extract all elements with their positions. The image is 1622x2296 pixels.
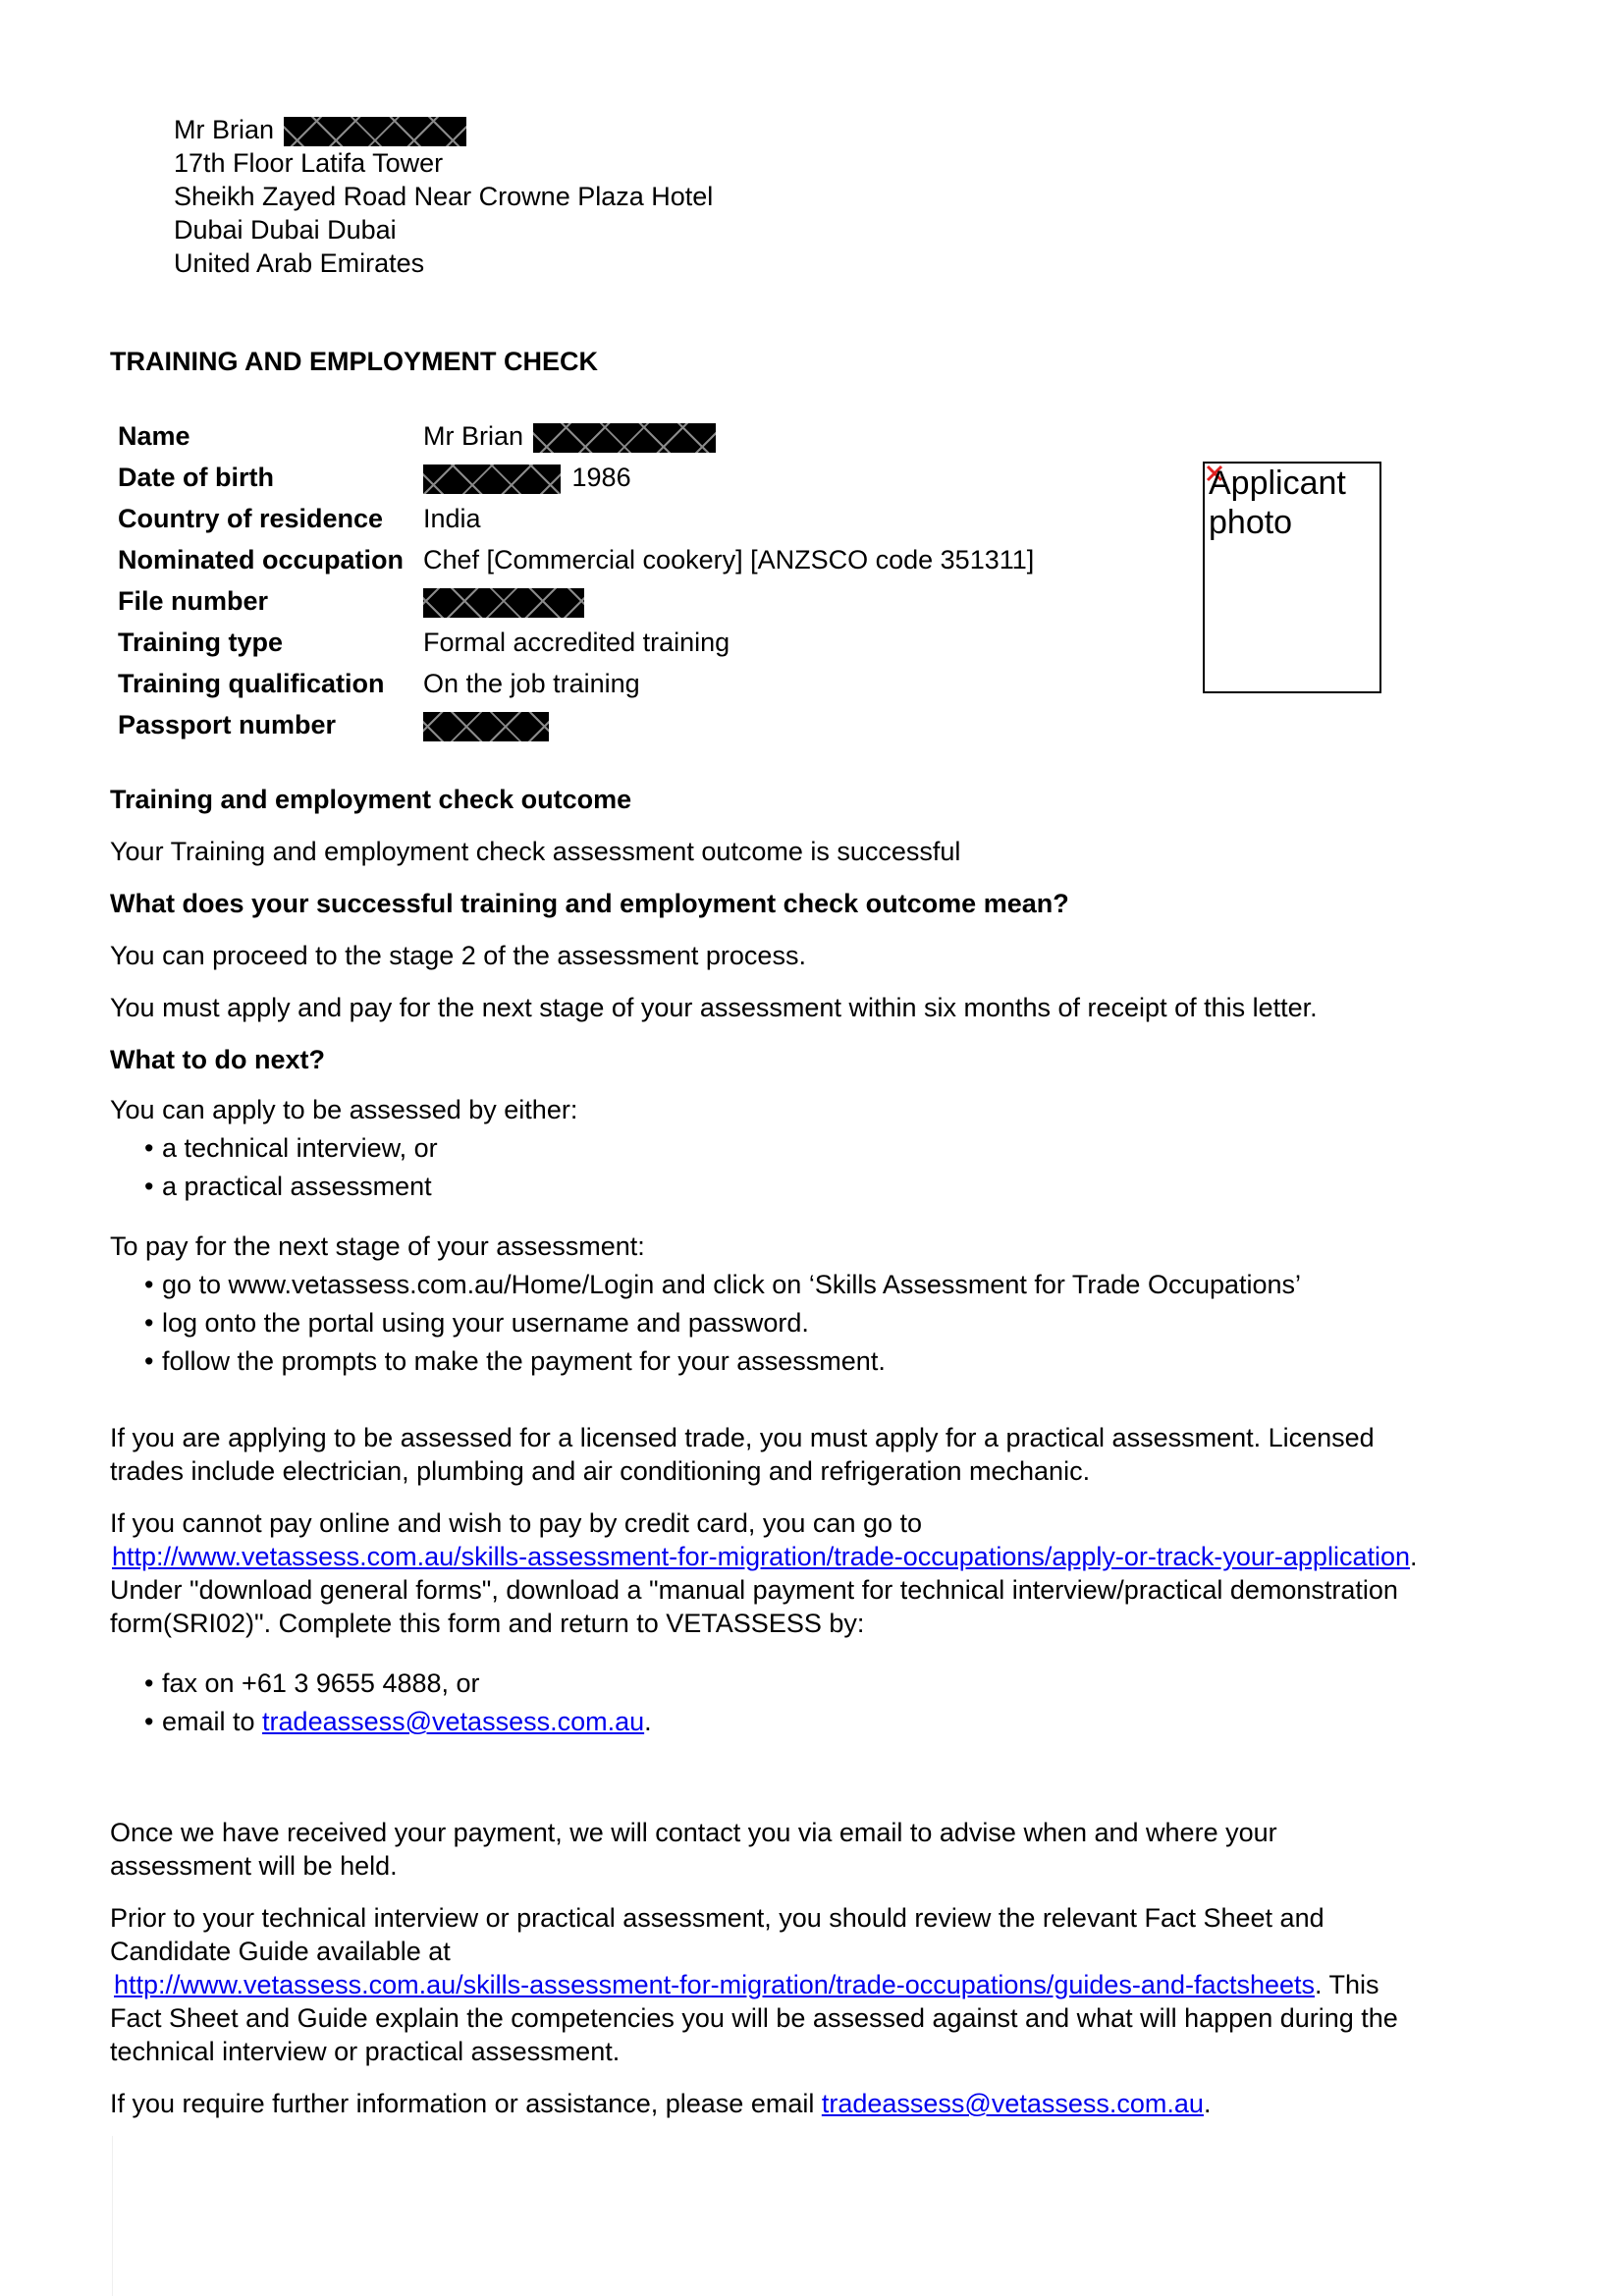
value-occupation: Chef [Commercial cookery] [ANZSCO code 351311]	[423, 545, 1035, 574]
apply-or-track-link[interactable]: http://www.vetassess.com.au/skills-assessment-for-migration/trade-occupations/apply-or-track-your-application	[112, 1542, 1410, 1571]
email-period: .	[644, 1707, 652, 1736]
address-line-1: 17th Floor Latifa Tower	[174, 148, 444, 178]
label-training-type: Training type	[118, 628, 284, 657]
label-name: Name	[118, 421, 190, 451]
guides-and-factsheets-link[interactable]: http://www.vetassess.com.au/skills-assessment-for-migration/trade-occupations/guides-and-factsheets	[114, 1970, 1316, 1999]
bullet-icon: •	[144, 1707, 154, 1736]
label-training-qualification: Training qualification	[118, 669, 385, 698]
list-item-fax: fax on +61 3 9655 4888, or	[162, 1668, 480, 1698]
address-line-4: United Arab Emirates	[174, 248, 425, 278]
label-date-of-birth: Date of birth	[118, 463, 274, 492]
value-date-of-birth	[423, 461, 631, 494]
label-passport-number: Passport number	[118, 710, 337, 739]
prior-line-2: Candidate Guide available at	[110, 1937, 451, 1966]
document-title: TRAINING AND EMPLOYMENT CHECK	[110, 347, 598, 376]
prior-line-1: Prior to your technical interview or practical assessment, you should review the relevant Fact Sheet and	[110, 1903, 1325, 1933]
meaning-heading: What does your successful training and employment check outcome mean?	[110, 889, 1069, 918]
meaning-paragraph-2: You must apply and pay for the next stage of your assessment within six months of receipt of this letter.	[110, 993, 1318, 1022]
value-name	[423, 419, 716, 453]
further-info-email-link[interactable]: tradeassess@vetassess.com.au	[821, 2089, 1204, 2118]
label-occupation: Nominated occupation	[118, 545, 405, 574]
prior-line-4: Fact Sheet and Guide explain the competencies you will be assessed against and what will happen during the	[110, 2003, 1398, 2033]
bullet-icon: •	[144, 1133, 154, 1163]
further-info-line	[110, 2087, 1211, 2120]
prior-link-line	[114, 1968, 1379, 2001]
licensed-line-2: trades include electrician, plumbing and air conditioning and refrigeration mechanic.	[110, 1456, 1091, 1486]
bullet-icon: •	[144, 1668, 154, 1698]
credit-link-period: .	[1410, 1542, 1418, 1571]
further-info-prefix: If you require further information or assistance, please email	[110, 2089, 822, 2118]
recipient-name: Mr Brian	[174, 115, 275, 144]
list-item-email	[162, 1705, 652, 1738]
payment-line-2: assessment will be held.	[110, 1851, 398, 1881]
payment-line-1: Once we have received your payment, we will contact you via email to advise when and where your	[110, 1818, 1277, 1847]
address-line-2: Sheikh Zayed Road Near Crowne Plaza Hotel	[174, 182, 714, 211]
credit-line-1: If you cannot pay online and wish to pay by credit card, you can go to	[110, 1508, 923, 1538]
credit-link-line	[112, 1540, 1418, 1573]
label-country: Country of residence	[118, 504, 384, 533]
value-passport-number	[423, 708, 549, 741]
photo-label-line-2: photo	[1209, 504, 1293, 541]
margin-line	[112, 2136, 113, 2296]
redacted-file-number	[423, 588, 584, 618]
redacted-surname	[284, 117, 466, 146]
list-item: a practical assessment	[162, 1172, 432, 1201]
redacted-surname-2	[533, 423, 716, 453]
outcome-text: Your Training and employment check assessment outcome is successful	[110, 837, 961, 866]
bullet-icon: •	[144, 1346, 154, 1376]
meaning-paragraph-1: You can proceed to the stage 2 of the assessment process.	[110, 941, 806, 970]
prior-link-suffix: . This	[1315, 1970, 1379, 1999]
address-line-3: Dubai Dubai Dubai	[174, 215, 397, 245]
value-file-number	[423, 584, 584, 618]
email-prefix: email to	[162, 1707, 263, 1736]
list-item: a technical interview, or	[162, 1133, 438, 1163]
value-training-type: Formal accredited training	[423, 628, 730, 657]
redacted-passport-number	[423, 712, 549, 741]
bullet-icon: •	[144, 1172, 154, 1201]
bullet-icon: •	[144, 1308, 154, 1338]
outcome-heading: Training and employment check outcome	[110, 785, 632, 814]
licensed-line-1: If you are applying to be assessed for a licensed trade, you must apply for a practical assessment. Licensed	[110, 1423, 1375, 1452]
pay-intro: To pay for the next stage of your assessment:	[110, 1231, 645, 1261]
list-item: follow the prompts to make the payment for your assessment.	[162, 1346, 886, 1376]
redacted-birth-day	[423, 465, 561, 494]
tradeassess-email-link[interactable]: tradeassess@vetassess.com.au	[262, 1707, 645, 1736]
photo-label-line-1: Applicant	[1209, 465, 1346, 502]
applicant-photo-label	[1209, 464, 1346, 542]
address-name-line	[174, 113, 466, 146]
next-heading: What to do next?	[110, 1045, 325, 1074]
further-info-period: .	[1203, 2089, 1212, 2118]
bullet-icon: •	[144, 1270, 154, 1299]
credit-line-3: Under "download general forms", download a "manual payment for technical interview/practical demonstration	[110, 1575, 1398, 1605]
value-country: India	[423, 504, 481, 533]
credit-line-4: form(SRI02)". Complete this form and return to VETASSESS by:	[110, 1609, 865, 1638]
applicant-photo-placeholder	[1203, 462, 1381, 693]
label-file-number: File number	[118, 586, 269, 616]
next-intro: You can apply to be assessed by either:	[110, 1095, 578, 1124]
value-name-text: Mr Brian	[423, 421, 524, 451]
value-birth-year: 1986	[571, 463, 631, 492]
prior-line-5: technical interview or practical assessment.	[110, 2037, 621, 2066]
value-training-qualification: On the job training	[423, 669, 640, 698]
list-item: log onto the portal using your username and password.	[162, 1308, 809, 1338]
list-item: go to www.vetassess.com.au/Home/Login and click on ‘Skills Assessment for Trade Occupations’	[162, 1270, 1302, 1299]
